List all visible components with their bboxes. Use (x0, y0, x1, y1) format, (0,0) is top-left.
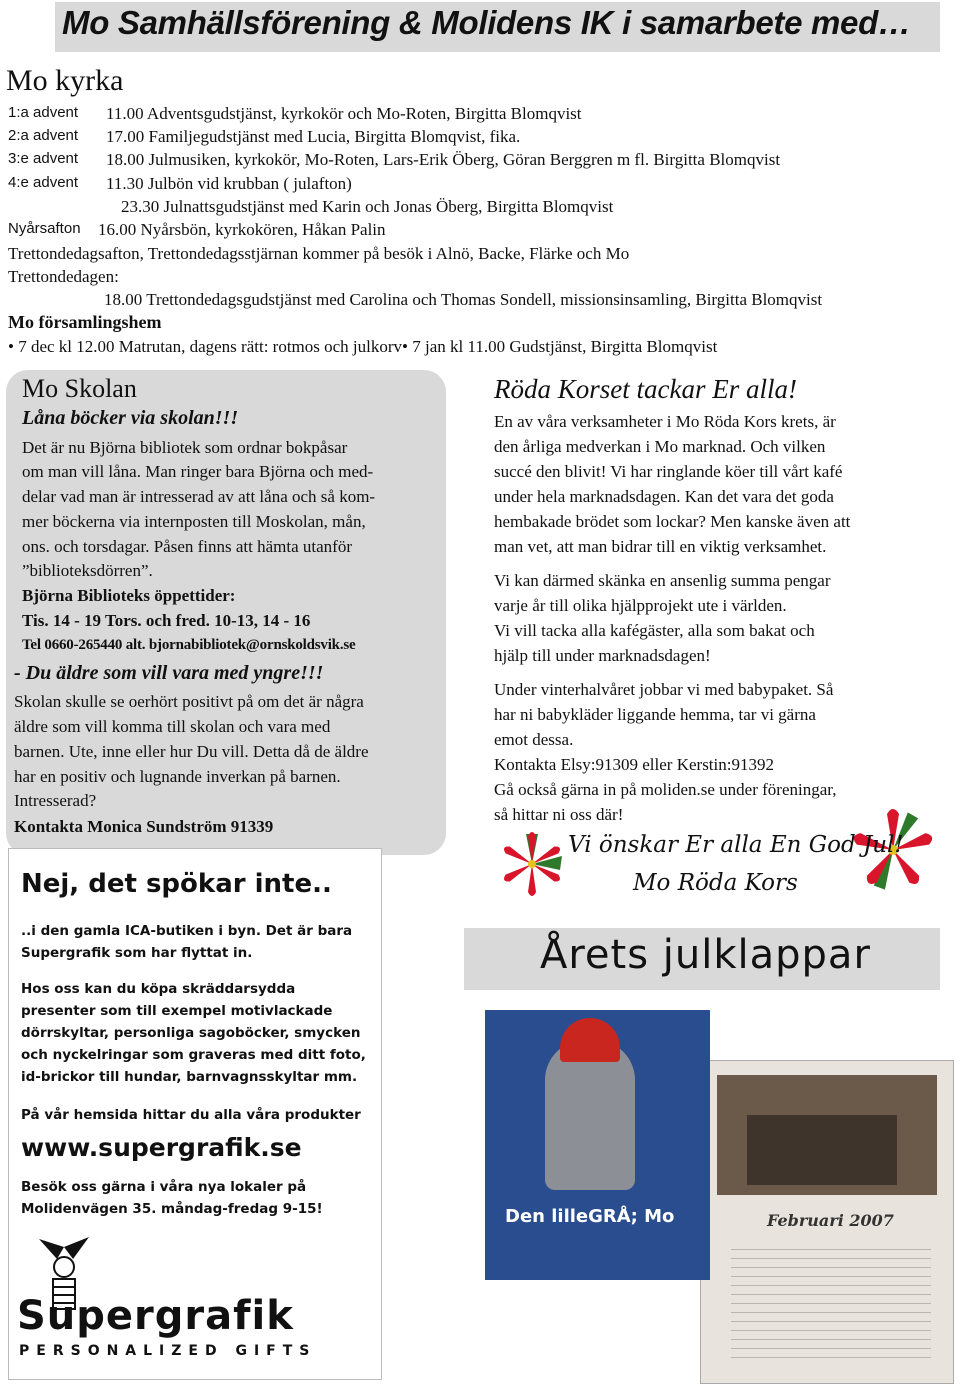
forsamlingshem-heading: Mo församlingshem (8, 312, 162, 332)
red-cross-line: Under vinterhalvåret jobbar vi med babypaket. Så (494, 680, 834, 699)
schedule-text: 16.00 Nyårsbön, kyrkokören, Håkan Palin (98, 220, 386, 239)
ad-line: Supergrafik som har flyttat in. (21, 945, 253, 961)
hours-text: Tis. 14 - 19 Tors. och fred. 10-13, 14 - 16 (22, 611, 311, 630)
book-title: Den lilleGRÅ; Mo (505, 1206, 675, 1227)
school-title: Mo Skolan (22, 374, 137, 403)
schedule-label: 4:e advent (8, 174, 79, 191)
red-cross-line: Gå också gärna in på moliden.se under föreningar, (494, 780, 837, 799)
christmas-greeting: Vi önskar Er alla En God Jul! (568, 832, 904, 858)
schedule-label: 3:e advent (8, 150, 79, 167)
schedule-text: 17.00 Familjegudstjänst med Lucia, Birgitta Blomqvist, fika. (106, 127, 521, 146)
calendar-grid (731, 1241, 931, 1361)
school-line: barnen. Ute, inne eller hur Du vill. Detta då de äldre (14, 742, 369, 761)
calendar-title: Februari 2007 (767, 1211, 894, 1230)
schedule-label: Nyårsafton (8, 220, 81, 237)
ad-line: id-brickor till hundar, barnvagnsskyltar mm. (21, 1069, 358, 1085)
red-cross-line: succé den blivit! Vi har ringlande köer till vårt kafé (494, 462, 843, 481)
red-cross-title: Röda Korset tackar Er alla! (494, 374, 797, 404)
ad-headline: Nej, det spökar inte.. (21, 869, 332, 899)
red-cross-line: har ni babykläder liggande hemma, tar vi gärna (494, 705, 816, 724)
red-cross-line: hembakade brödet som lockar? Men kanske även att (494, 512, 851, 531)
red-cross-signature: Mo Röda Kors (633, 870, 798, 896)
school-line: har en positiv och lugnande inverkan på barnen. (14, 767, 341, 786)
book-image (485, 1010, 710, 1280)
calendar-image (700, 1060, 954, 1384)
ad-line: Molidenvägen 35. måndag-fredag 9-15! (21, 1201, 323, 1217)
school-line: äldre som vill komma till skolan och vara med (14, 717, 331, 736)
red-cross-line: man vet, att man bidrar till en viktig verksamhet. (494, 537, 827, 556)
ad-line: Besök oss gärna i våra nya lokaler på (21, 1179, 307, 1195)
ad-line: och nyckelringar som graveras med ditt foto, (21, 1047, 366, 1063)
hours-heading: Björna Biblioteks öppettider: (22, 586, 236, 605)
red-cross-line: Vi vill tacka alla kafégäster, alla som bakat och (494, 621, 815, 640)
red-cross-line: hjälp till under marknadsdagen! (494, 646, 711, 665)
red-cross-line: En av våra verksamheter i Mo Röda Kors krets, är (494, 412, 836, 431)
ad-logo: Supergrafik (17, 1293, 294, 1339)
house-shape (747, 1115, 897, 1185)
ad-line: dörrskyltar, personliga sagoböcker, smycken (21, 1025, 361, 1041)
gnome-hat (560, 1018, 620, 1062)
red-cross-line: emot dessa. (494, 730, 574, 749)
gnome-figure (545, 1040, 635, 1190)
red-cross-line: så hittar ni oss där! (494, 805, 624, 824)
trettondag-text: 18.00 Trettondedagsgudstjänst med Carolina och Thomas Sondell, missionsinsamling, Birgitta Blomqvist (104, 290, 823, 309)
schedule-text: 23.30 Julnattsgudstjänst med Karin och Jonas Öberg, Birgitta Blomqvist (121, 197, 614, 216)
ad-url[interactable]: www.supergrafik.se (21, 1133, 302, 1162)
schedule-label: 2:a advent (8, 127, 79, 144)
gifts-title: Årets julklappar (540, 932, 871, 978)
poinsettia-icon (494, 828, 570, 898)
supergrafik-ad (8, 848, 382, 1380)
schedule-text: 11.30 Julbön vid krubban ( julafton) (106, 174, 352, 193)
school-slogan: - Du äldre som vill vara med yngre!!! (14, 662, 324, 684)
red-cross-line: varje år till olika hjälpprojekt ute i världen. (494, 596, 787, 615)
house-photo (717, 1075, 937, 1195)
school-line: delar vad man är intresserad av att låna och så kom- (22, 487, 376, 506)
school-line: om man vill låna. Man ringer bara Björna och med- (22, 462, 374, 481)
red-cross-line: Vi kan därmed skänka en ansenlig summa pengar (494, 571, 831, 590)
church-heading: Mo kyrka (6, 64, 124, 97)
trettondag-label: Trettondedagen: (8, 267, 119, 286)
ad-line: På vår hemsida hittar du alla våra produkter (21, 1107, 361, 1123)
red-cross-line: Kontakta Elsy:91309 eller Kerstin:91392 (494, 755, 774, 774)
page-title: Mo Samhällsförening & Molidens IK i samarbete med… (62, 4, 911, 41)
school-contact: Kontakta Monica Sundström 91339 (14, 817, 274, 836)
ad-logo-tagline: PERSONALIZED GIFTS (19, 1343, 317, 1359)
school-line: Det är nu Björna bibliotek som ordnar bokpåsar (22, 438, 348, 457)
school-line: Intresserad? (14, 791, 97, 810)
red-cross-line: den årliga medverkan i Mo marknad. Och vilken (494, 437, 826, 456)
ad-line: Hos oss kan du köpa skräddarsydda (21, 981, 296, 997)
trettondag-line: Trettondedagsafton, Trettondedagsstjärnan kommer på besök i Alnö, Backe, Flärke och Mo (8, 244, 630, 263)
schedule-text: 18.00 Julmusiken, kyrkokör, Mo-Roten, Lars-Erik Öberg, Göran Berggren m fl. Birgitta Blomqvist (106, 150, 781, 169)
school-line: Skolan skulle se oerhört positivt på om det är några (14, 692, 364, 711)
schedule-text: 11.00 Adventsgudstjänst, kyrkokör och Mo-Roten, Birgitta Blomqvist (106, 104, 582, 123)
school-line: ons. och torsdagar. Påsen finns att hämta utanför (22, 537, 353, 556)
school-line: ”biblioteksdörren”. (22, 561, 153, 580)
school-line: mer böckerna via internposten till Moskolan, mån, (22, 512, 366, 531)
library-contact: Tel 0660-265440 alt. bjornabibliotek@ornskoldsvik.se (22, 637, 356, 653)
school-subtitle: Låna böcker via skolan!!! (22, 407, 239, 429)
red-cross-line: under hela marknadsdagen. Kan det vara det goda (494, 487, 834, 506)
ad-line: presenter som till exempel motivlackade (21, 1003, 333, 1019)
ad-line: ..i den gamla ICA-butiken i byn. Det är bara (21, 923, 353, 939)
forsamlingshem-text: • 7 dec kl 12.00 Matrutan, dagens rätt: rotmos och julkorv• 7 jan kl 11.00 Gudstjänst, Birgitta Blomqvist (8, 337, 718, 356)
schedule-label: 1:a advent (8, 104, 79, 121)
